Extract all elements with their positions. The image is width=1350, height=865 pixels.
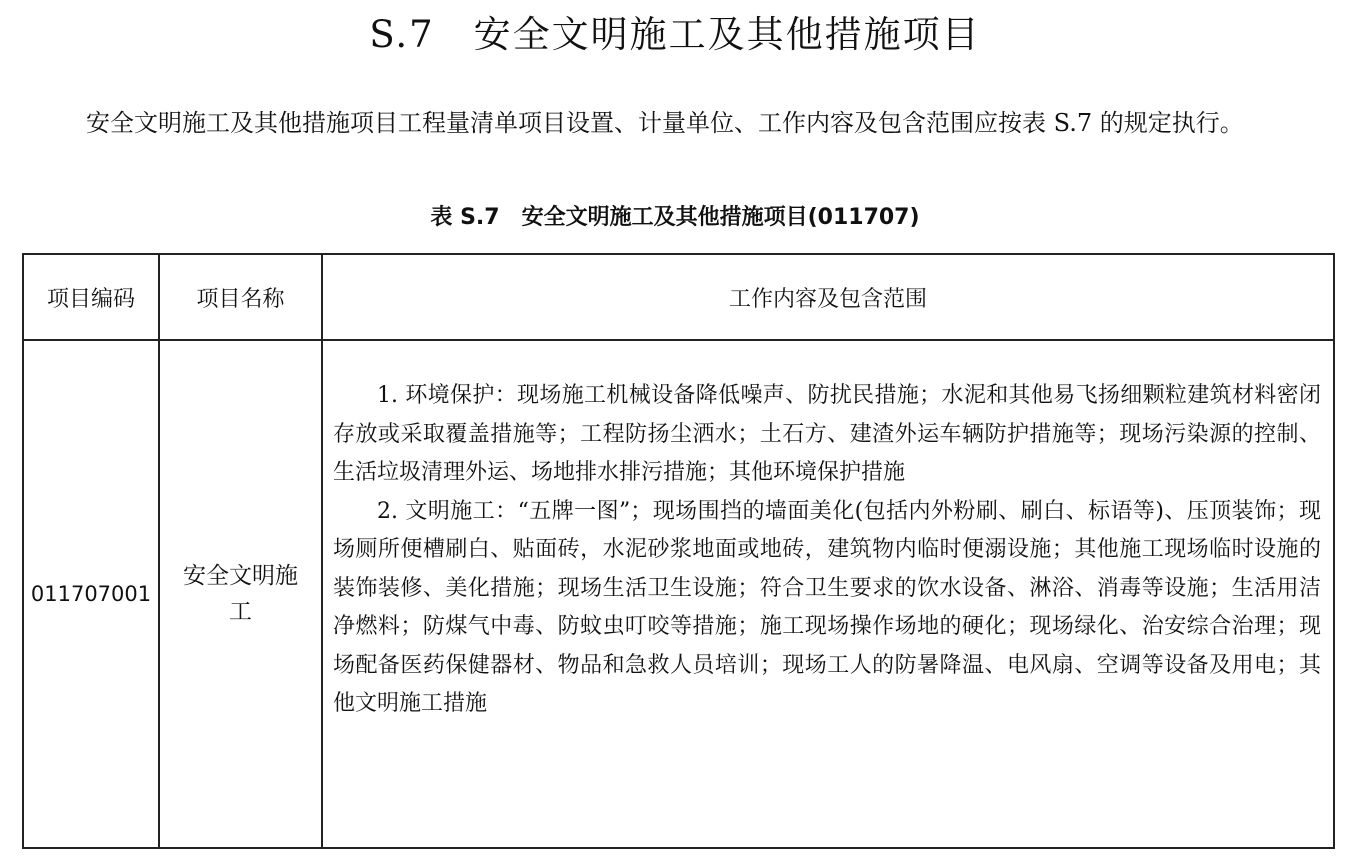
spec-table	[22, 253, 1335, 849]
table-header-row	[23, 254, 1334, 340]
content-item-civilized: 2. 文明施工：“五牌一图”；现场围挡的墙面美化(包括内外粉刷、刷白、标语等)、压顶装饰；现场厕所便槽刷白、贴面砖，水泥砂浆地面或地砖，建筑物内临时便溺设施；其他施工现场临时设施的装饰装修、美化措施；现场生活卫生设施；符合卫生要求的饮水设备、淋浴、消毒等设施；生活用洁净燃料；防煤气中毒、防蚊虫叮咬等措施；施工现场操作场地的硬化；现场绿化、治安综合治理；现场配备医药保健器材、物品和急救人员培训；现场工人的防暑降温、电风扇、空调等设备及用电；其他文明施工措施	[333, 498, 1321, 716]
header-name: 项目名称	[159, 254, 322, 340]
table-row	[23, 340, 1334, 848]
header-code: 项目编码	[23, 254, 159, 340]
content-item-environment: 1. 环境保护：现场施工机械设备降低噪声、防扰民措施；水泥和其他易飞扬细颗粒建筑材料密闭存放或采取覆盖措施等；工程防扬尘洒水；土石方、建渣外运车辆防护措施等；现场污染源的控制、生活垃圾清理外运、场地排水排污措施；其他环境保护措施	[333, 383, 1321, 485]
item-content	[322, 340, 1334, 848]
item-name: 安全文明施工	[159, 340, 322, 848]
section-title: S.7 安全文明施工及其他措施项目	[369, 13, 981, 56]
intro-paragraph: 安全文明施工及其他措施项目工程量清单项目设置、计量单位、工作内容及包含范围应按表 S.7 的规定执行。	[86, 109, 1244, 137]
item-code: 011707001	[23, 340, 159, 848]
table-caption: 表 S.7 安全文明施工及其他措施项目(011707)	[430, 205, 920, 230]
header-content: 工作内容及包含范围	[322, 254, 1334, 340]
